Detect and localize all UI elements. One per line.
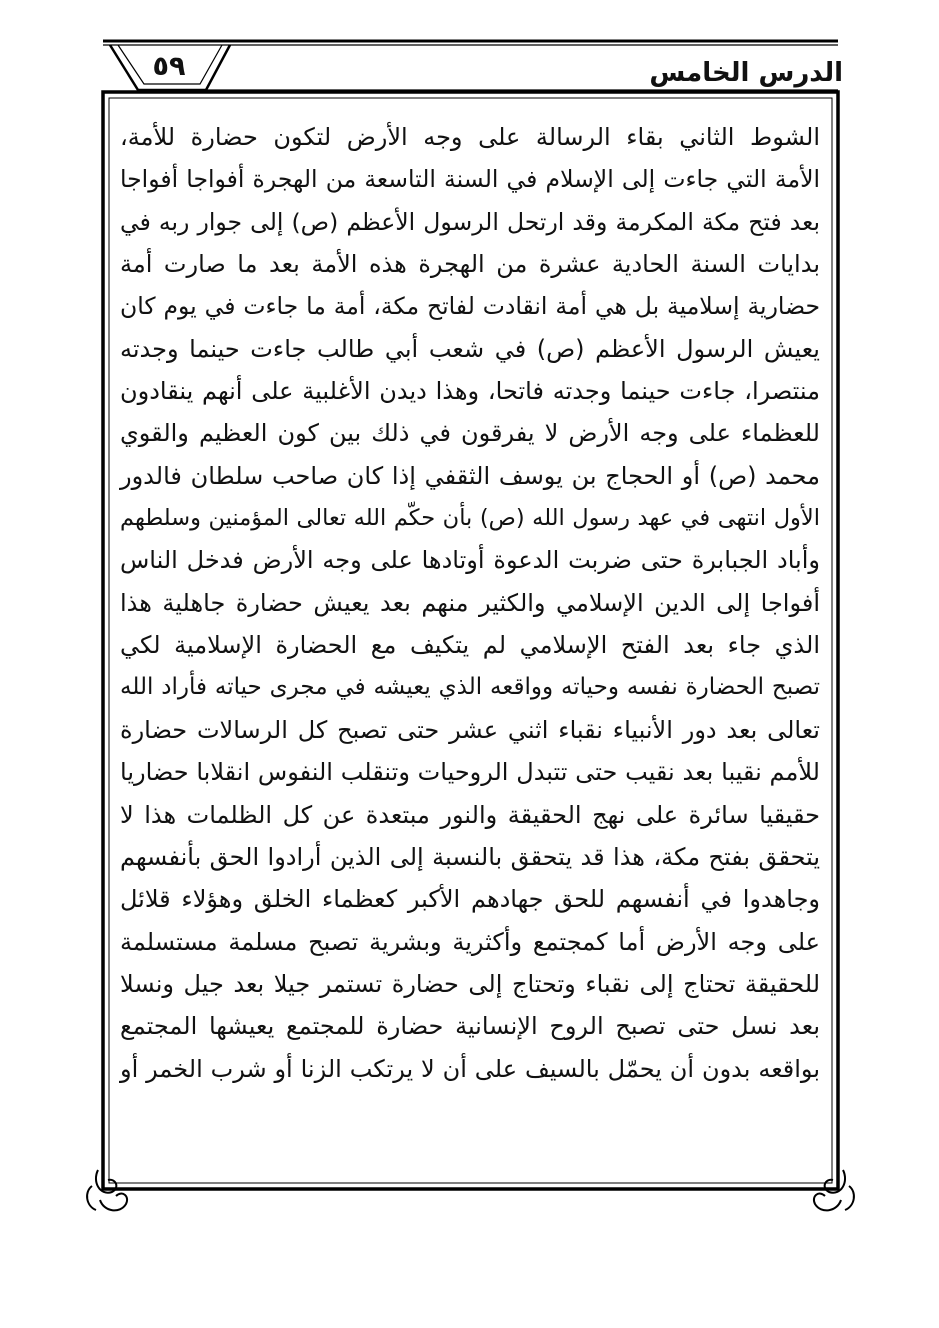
text-line: للأمم نقيبا بعد نقيب حتى تتبدل الروحيات وتنقلب النفوس انقلابا حضاريا [120, 758, 820, 787]
text-line: أفواجا إلى الدين الإسلامي والكثير منهم بعد يعيش حضارة جاهلية هذا [120, 588, 820, 617]
body-text [120, 116, 820, 1090]
text-line: محمد (ص) أو الحجاج بن يوسف الثقفي إذا كان صاحب سلطان فالدور [120, 461, 820, 490]
text-line: بدايات السنة الحادية عشرة من الهجرة هذه الأمة بعد ما صارت أمة [120, 250, 820, 279]
text-line: بعد نسل حتى تصبح الروح الإنسانية حضارة للمجتمع يعيشها المجتمع [120, 1012, 820, 1041]
text-line: تعالى بعد دور الأنبياء نقباء اثني عشر حتى تصبح كل الرسالات حضارة [120, 715, 820, 744]
text-line: الأول انتهى في عهد رسول الله (ص) بأن حكّم الله تعالى المؤمنين وسلطهم [120, 505, 820, 532]
text-line: بعد فتح مكة المكرمة وقد ارتحل الرسول الأعظم (ص) إلى جوار ربه في [120, 207, 820, 236]
text-line: حقيقيا سائرة على نهج الحقيقة والنور مبتعدة عن كل الظلمات هذا لا [120, 800, 820, 829]
page-number: ٥٩ [152, 51, 186, 82]
text-line: منتصرا، جاءت حينما وجدته فاتحا، وهذا ديدن الأغلبية على أنهم ينقادون [120, 377, 820, 406]
text-line: للحقيقة تحتاج إلى نقباء وتحتاج إلى حضارة تستمر جيلا بعد جيل ونسلا [120, 969, 820, 998]
text-line: حضارية إسلامية بل هي أمة انقادت لفاتح مكة، أمة ما جاءت في يوم كان [120, 292, 820, 321]
text-line: للعظماء على وجه الأرض لا يفرقون في ذلك بين كون العظيم والقوي [120, 419, 820, 448]
text-line: الأمة التي جاءت إلى الإسلام في السنة التاسعة من الهجرة أفواجا أفواجا [120, 165, 820, 194]
text-line: الذي جاء بعد الفتح الإسلامي لم يتكيف مع الحضارة الإسلامية لكي [120, 631, 820, 660]
text-line: بواقعه بدون أن يحمّل بالسيف على أن لا يرتكب الزنا أو شرب الخمر أو [120, 1054, 820, 1083]
text-line: وجاهدوا في أنفسهم للحق جهادهم الأكبر كعظماء الخلق وهؤلاء قلائل [120, 885, 820, 914]
text-line: على وجه الأرض أما كمجتمع وأكثرية وبشرية تصبح مسلمة مستسلمة [120, 927, 820, 956]
text-line: يعيش الرسول الأعظم (ص) في شعب أبي طالب جاءت حينما وجدته [120, 334, 820, 363]
text-line: تصبح الحضارة نفسه وحياته وواقعه الذي يعيشه في مجرى حياته فأراد الله [120, 674, 820, 701]
page-title: الدرس الخامس [649, 58, 843, 88]
text-line: يتحقق بفتح مكة، هذا قد يتحقق بالنسبة إلى الذين أرادوا الحق بأنفسهم [120, 842, 820, 871]
text-line: الشوط الثاني بقاء الرسالة على وجه الأرض لتكون حضارة للأمة، [120, 123, 820, 151]
text-line: وأباد الجبابرة حتى ضربت الدعوة أوتادها على وجه الأرض فدخل الناس [120, 546, 820, 575]
